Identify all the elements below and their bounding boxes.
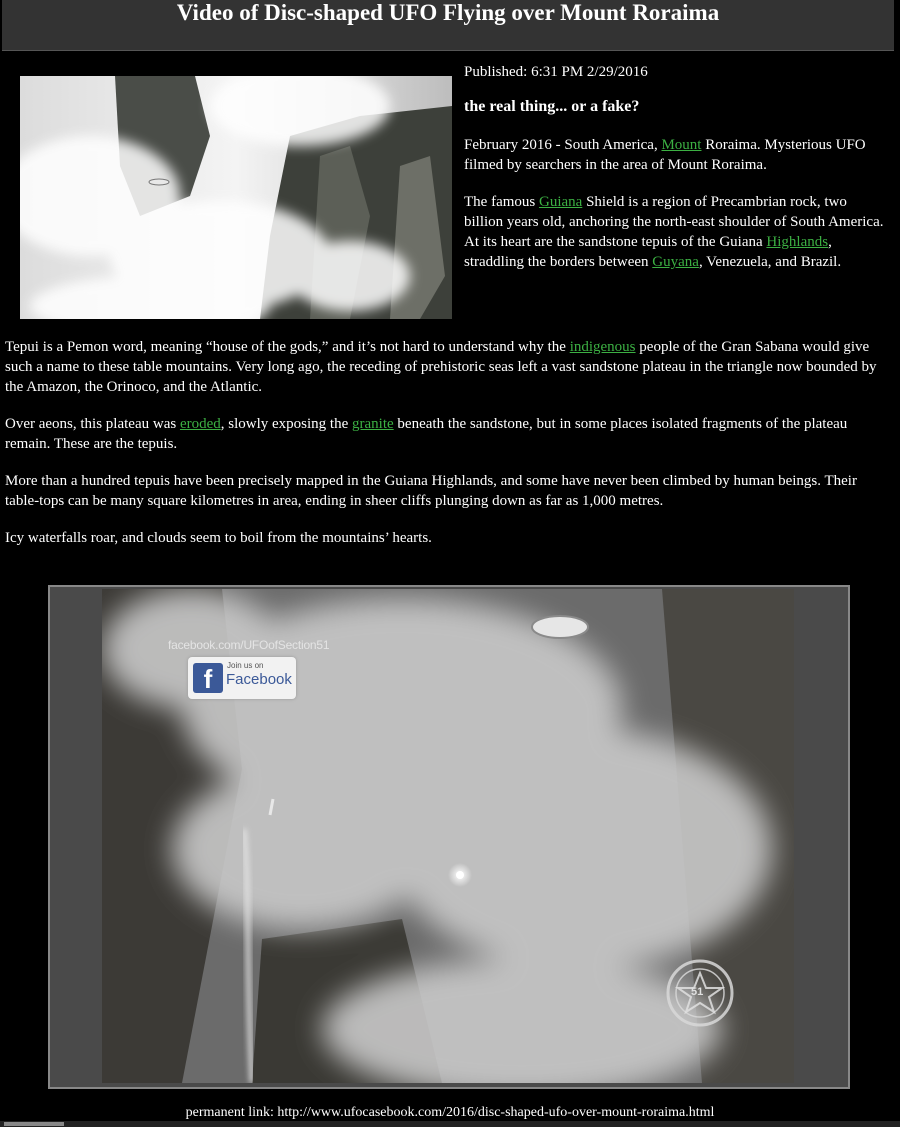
facebook-join-badge [188, 657, 296, 699]
page-header [2, 0, 894, 51]
horizontal-scrollbar[interactable] [0, 1121, 900, 1127]
article-body [5, 337, 890, 565]
section51-badge-number: 51 [691, 986, 704, 998]
link-mount[interactable]: Mount [661, 137, 702, 153]
video-frame-image[interactable] [102, 589, 794, 1083]
link-guyana[interactable]: Guyana [652, 254, 699, 270]
roraima-cliff-photo [20, 76, 452, 319]
link-highlands[interactable]: Highlands [766, 234, 829, 250]
article-intro [464, 62, 889, 289]
ufo-disc-video [532, 616, 588, 638]
facebook-name-text: Facebook [226, 671, 292, 688]
paragraph-3: Tepui is a Pemon word, meaning “house of the gods,” and it’s not hard to understand why the indigenous people of the Gran Sabana would give such a name to these table mountains. Very long ago, the receding of prehistoric seas left a vast sandstone plateau in the triangle now bounded by the Amazon, the Orinoco, and the Atlantic. [5, 339, 877, 395]
link-eroded[interactable]: eroded [179, 416, 221, 432]
link-granite[interactable]: granite [352, 416, 394, 432]
ufo-disc [149, 179, 169, 185]
page-title: Video of Disc-shaped UFO Flying over Mount Roraima [176, 0, 720, 25]
facebook-join-text: Join us on [227, 661, 264, 670]
article-subtitle: the real thing... or a fake? [464, 98, 640, 115]
facebook-logo-icon: f [193, 663, 223, 693]
link-indigenous[interactable]: indigenous [569, 339, 636, 355]
paragraph-6: Icy waterfalls roar, and clouds seem to boil from the mountains’ hearts. [5, 530, 432, 546]
paragraph-2: The famous Guiana Shield is a region of Precambrian rock, two billion years old, anchoring the north-east shoulder of South America. At its heart are the sandstone tepuis of the Guiana Highlands, straddling the borders between Guyana, Venezuela, and Brazil. [464, 194, 884, 270]
paragraph-5: More than a hundred tepuis have been precisely mapped in the Guiana Highlands, and some have never been climbed by human beings. Their table-tops can be many square kilometres in area, ending in sheer cliffs plunging down as far as 1,000 metres. [5, 473, 857, 509]
paragraph-1: February 2016 - South America, Mount Roraima. Mysterious UFO filmed by searchers in the area of Mount Roraima. [464, 137, 866, 173]
scrollbar-thumb[interactable] [4, 1122, 64, 1126]
permanent-link[interactable]: permanent link: http://www.ufocasebook.com/2016/disc-shaped-ufo-over-mount-roraima.html [185, 1105, 715, 1120]
facebook-watermark: facebook.com/UFOofSection51 [168, 638, 330, 652]
link-guiana[interactable]: Guiana [538, 194, 583, 210]
roraima-cliff-image [20, 76, 452, 319]
video-player[interactable] [48, 585, 850, 1089]
paragraph-4: Over aeons, this plateau was eroded, slowly exposing the granite beneath the sandstone, but in some places isolated fragments of the plateau remain. These are the tepuis. [5, 416, 848, 452]
published-date: Published: 6:31 PM 2/29/2016 [464, 64, 648, 80]
